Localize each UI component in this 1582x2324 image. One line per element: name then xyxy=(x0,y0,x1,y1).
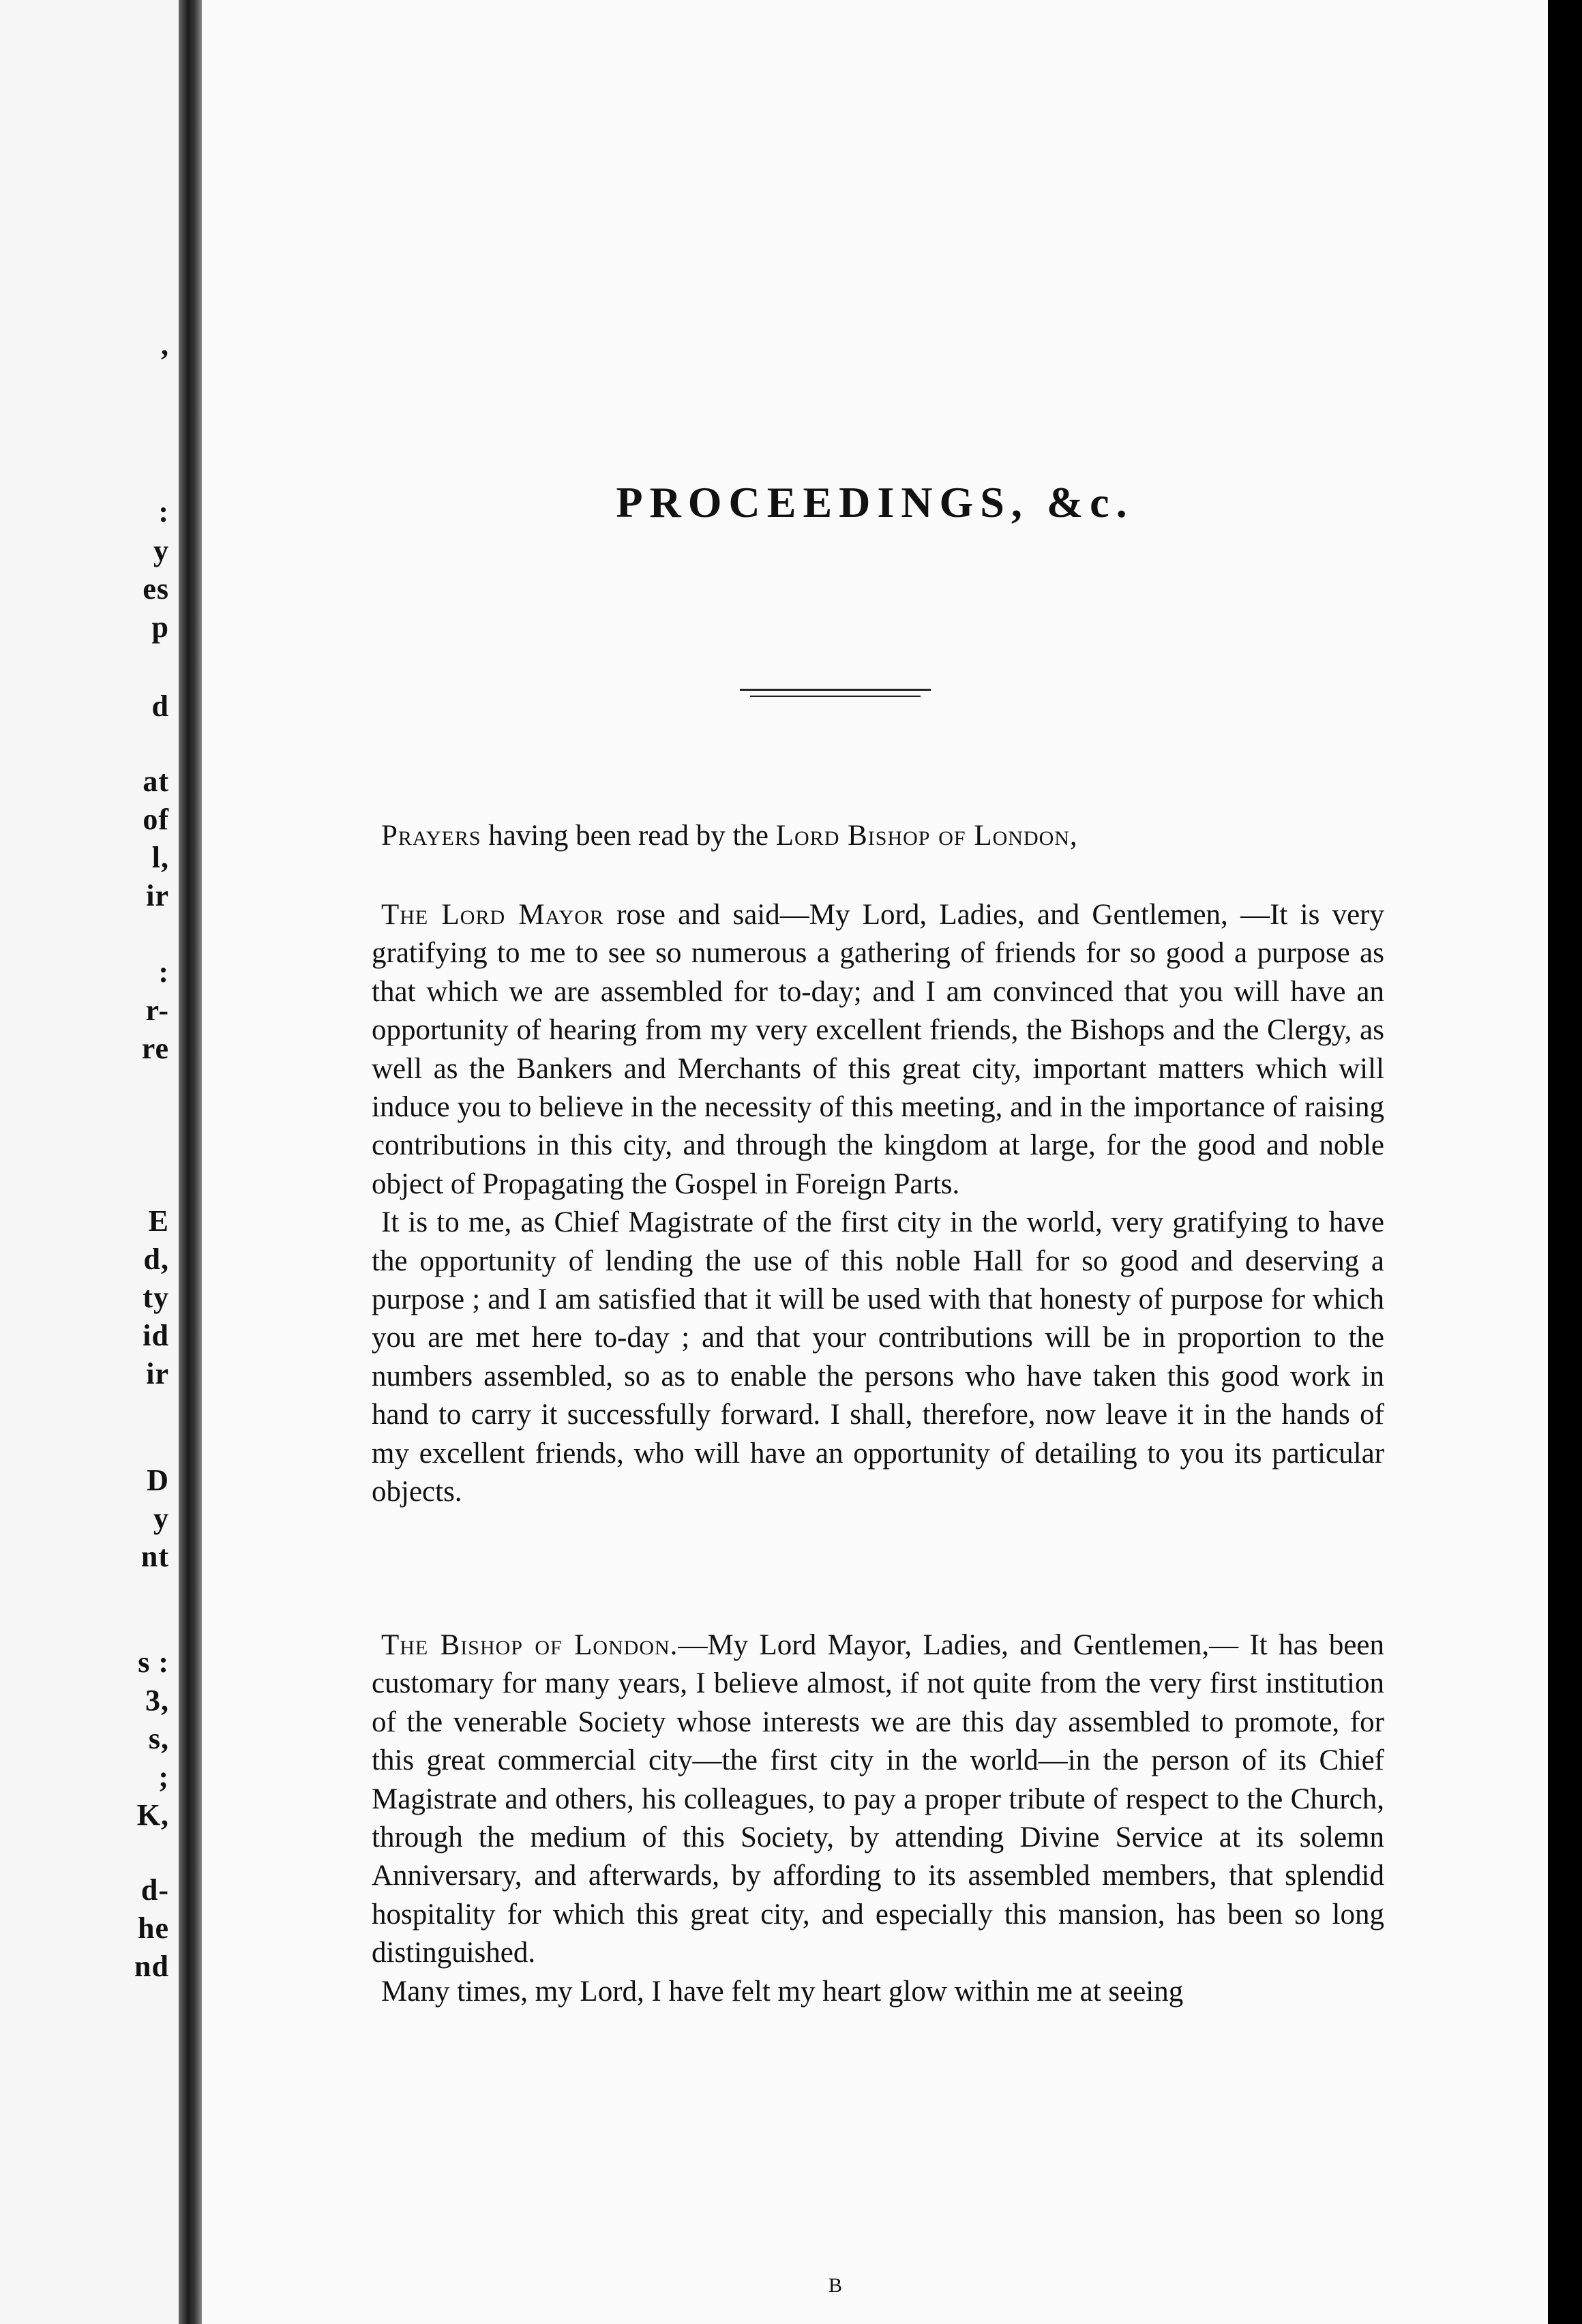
facing-page-fragment-text: he xyxy=(138,1911,169,1945)
facing-page-fragment xyxy=(0,1463,179,1498)
lord-mayor-speech xyxy=(372,896,1384,1512)
bishop-text-1: —My Lord Mayor, Ladies, and Gentlemen,— It has been customary for many years, I believe almost, if not quite from the very first institution of the venerable Society whose interests we are this day assembled to promote, for this great commercial city—the first city in the world—in the person of its Chief Magistrate and others, his colleagues, to pay a proper tribute of respect to the Church, through the medium of this Society, by attending Divine Service at its solemn Anniversary, and afterwards, by affording to its assembled members, that splendid hospitality for which this great city, and especially this mansion, has been so long distinguished. xyxy=(372,1629,1384,1969)
bishop-reference: Lord Bishop of London, xyxy=(775,820,1078,852)
facing-page-fragment xyxy=(0,1539,179,1574)
facing-page-fragment xyxy=(0,1356,179,1391)
facing-page-fragment xyxy=(0,993,179,1028)
facing-page-fragment xyxy=(0,1645,179,1680)
facing-page-fragment-text: D xyxy=(147,1463,169,1497)
facing-page-fragment xyxy=(0,689,179,724)
facing-page-fragment xyxy=(0,1501,179,1536)
facing-page-fragment xyxy=(0,1949,179,1984)
facing-page-fragment xyxy=(0,1242,179,1277)
facing-page-fragment xyxy=(0,840,179,875)
bishop-paragraph-1 xyxy=(372,1626,1384,1973)
page-title: PROCEEDINGS, &c. xyxy=(616,478,1134,526)
facing-page-fragment xyxy=(0,1204,179,1238)
lord-mayor-speaker: The Lord Mayor xyxy=(381,899,604,931)
facing-page-fragment-text: d, xyxy=(143,1242,169,1276)
facing-page-fragment xyxy=(0,1683,179,1718)
facing-page-fragment xyxy=(0,533,179,568)
facing-page-fragment-text: : xyxy=(158,495,169,528)
facing-page-fragment xyxy=(0,878,179,913)
facing-page-fragment-text: K, xyxy=(136,1798,169,1832)
bishop-speaker: The Bishop of London. xyxy=(381,1629,678,1661)
facing-page-fragment-text: nd xyxy=(134,1950,169,1983)
prayers-line xyxy=(372,817,1384,855)
facing-page-fragment xyxy=(0,1318,179,1353)
facing-page-fragment-text: ; xyxy=(158,1760,169,1793)
facing-page-fragment-text: l, xyxy=(151,841,169,874)
facing-page-fragment-text: y xyxy=(153,534,169,567)
facing-page-fragment xyxy=(0,1031,179,1066)
facing-page-fragment xyxy=(0,571,179,606)
facing-page-fragment-text: at xyxy=(143,764,169,798)
facing-page-fragment xyxy=(0,802,179,837)
facing-page-fragment xyxy=(0,764,179,799)
prayers-word: Prayers xyxy=(381,820,481,852)
bishop-paragraph-2: Many times, my Lord, I have felt my heart glow within me at seeing xyxy=(381,1975,1184,2008)
facing-page-fragment xyxy=(0,610,179,644)
facing-page-fragment-text: d xyxy=(151,689,169,723)
left-page xyxy=(0,0,179,2324)
facing-page-fragment-text: s, xyxy=(148,1722,169,1755)
page-edge xyxy=(1548,0,1582,2324)
facing-page-fragment-text: r- xyxy=(145,994,169,1027)
bishop-speech xyxy=(372,1626,1384,2011)
book-gutter xyxy=(179,0,202,2324)
facing-page-fragment-text: : xyxy=(158,955,169,989)
facing-page-fragment-text: d- xyxy=(140,1873,169,1907)
facing-page-fragment xyxy=(0,1759,179,1794)
lord-mayor-text-1: rose and said—My Lord, Ladies, and Gentlemen, —It is very gratifying to me to see so numerous a gathering of friends for so good a purpose as that which we are assembled for to-day; and I am convinced that you will have an opportunity of hearing from my very excellent friends, the Bishops and the Clergy, as well as the Bankers and Merchants of this great city, important matters which will induce you to believe in the necessity of this meeting, and in the importance of raising contributions in this city, and through the kingdom at large, for the good and noble object of Propagating the Gospel in Foreign Parts. xyxy=(372,899,1384,1200)
facing-page-fragment xyxy=(0,1873,179,1907)
lord-mayor-paragraph-2: It is to me, as Chief Magistrate of the first city in the world, very gratifying to have the opportunity of lending the use of this noble Hall for so good and deserving a purpose ; and I am satisfied that it will be used with that honesty of purpose for which you are met here to-day ; and that your contributions will be in proportion to the numbers assembled, so as to enable the persons who have taken this good work in hand to carry it successfully forward. I shall, therefore, now leave it in the hands of my excellent friends, who will have an opportunity of detailing to you its particular objects. xyxy=(372,1206,1384,1508)
facing-page-fragment-text: , xyxy=(161,328,169,361)
signature-mark: B xyxy=(828,2274,842,2297)
facing-page-fragment-text: id xyxy=(143,1319,169,1352)
facing-page-fragment-text: s : xyxy=(138,1645,169,1679)
facing-page-fragment-text: ty xyxy=(143,1281,169,1314)
facing-page-fragment-text: ir xyxy=(146,879,169,912)
facing-page-fragment-text: y xyxy=(153,1502,169,1535)
facing-page-fragment-text: 3, xyxy=(145,1684,169,1717)
facing-page-fragment xyxy=(0,1721,179,1756)
lord-mayor-paragraph-1 xyxy=(372,896,1384,1204)
prayers-text: having been read by the xyxy=(481,820,776,852)
facing-page-fragment-text: ir xyxy=(146,1357,169,1390)
facing-page-fragment-text: E xyxy=(148,1204,169,1238)
title-rule xyxy=(740,689,931,691)
facing-page-fragment-text: nt xyxy=(140,1540,169,1573)
facing-page-fragment xyxy=(0,1911,179,1946)
facing-page-fragment xyxy=(0,494,179,529)
facing-page-fragment-text: es xyxy=(143,572,169,606)
facing-page-fragment-text: p xyxy=(151,610,169,644)
facing-page-fragment-text: of xyxy=(143,803,169,836)
title-rule-thin xyxy=(750,696,921,697)
facing-page-fragment xyxy=(0,955,179,989)
prayers-paragraph xyxy=(372,817,1384,855)
facing-page-fragment xyxy=(0,1798,179,1832)
facing-page-fragment-text: re xyxy=(141,1032,169,1065)
facing-page-fragment xyxy=(0,1280,179,1315)
facing-page-fragment xyxy=(0,327,179,362)
